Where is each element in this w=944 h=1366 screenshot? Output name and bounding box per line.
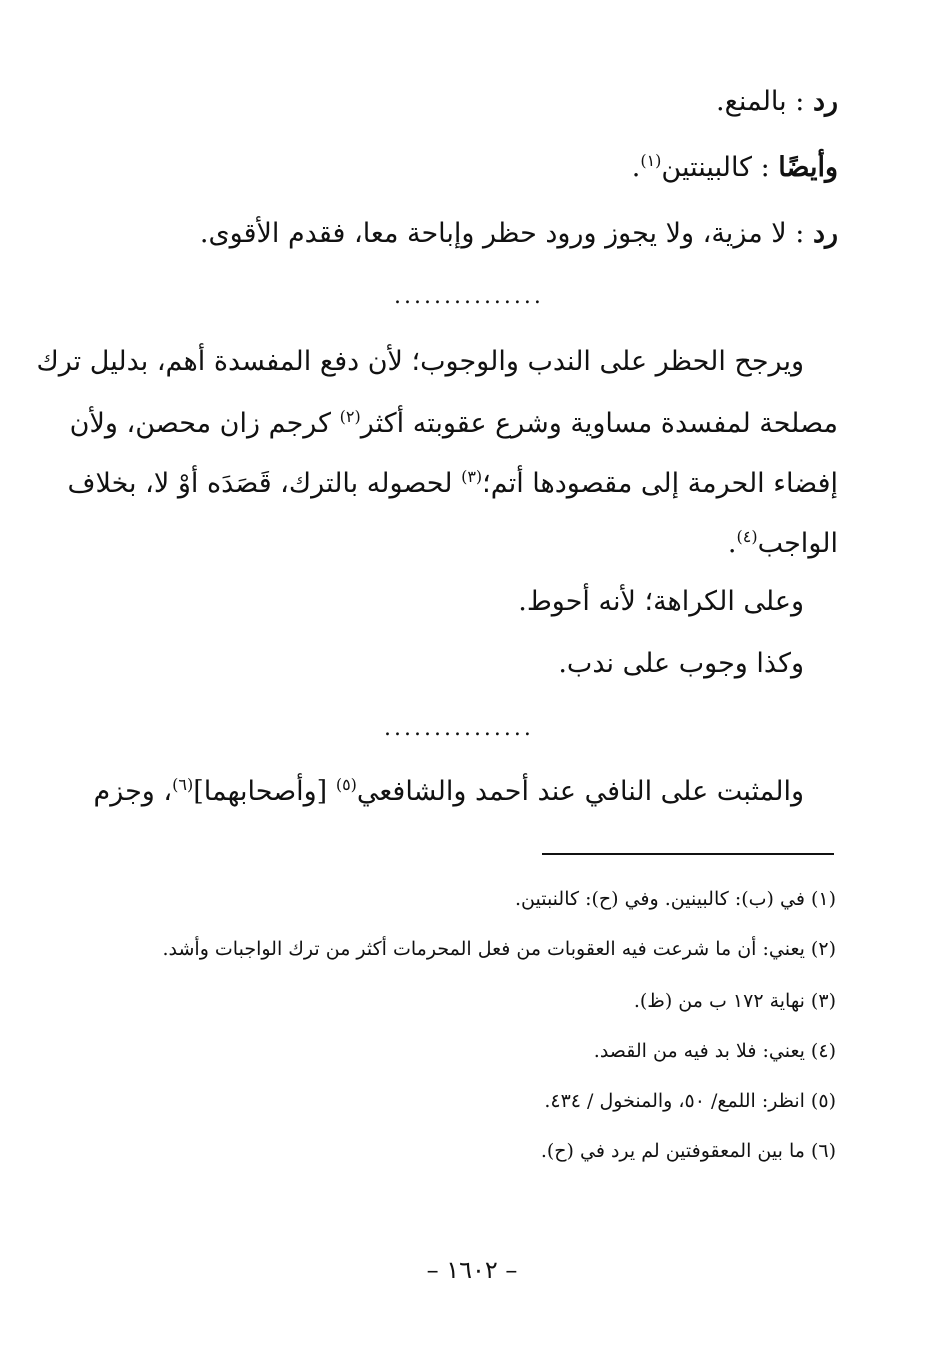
footnote-2: (٢) يعني: أن ما شرعت فيه العقوبات من فعل المحرمات أكثر من ترك الواجبات وأشد. (162, 938, 836, 960)
footnote-marker-4: (٤) (736, 527, 758, 546)
line-2-part-b: كرجم زان محصن، ولأن (69, 408, 332, 439)
paragraph-prohibition-line-2 (69, 404, 838, 444)
footnote-marker-6: (٦) (172, 775, 194, 794)
label-reply: رد (812, 218, 838, 249)
also-end: . (631, 152, 641, 183)
line-4-part-a: الواجب (757, 528, 838, 559)
footnote-marker-5: (٥) (335, 775, 357, 794)
footnote-divider (542, 853, 834, 855)
footnote-marker-3: (٣) (461, 467, 483, 486)
separator-dots-2: ............... (384, 716, 534, 741)
page-number: – ١٦٠٢ – (426, 1256, 518, 1284)
footnote-5: (٥) انظر: اللمع/ ٥٠، والمنخول / ٤٣٤. (544, 1090, 836, 1112)
paragraph-dislike: وعلى الكراهة؛ لأنه أحوط. (518, 586, 804, 617)
affirmer-part-c: ، وجزم (93, 776, 173, 807)
footnote-marker-2: (٢) (339, 407, 361, 426)
paragraph-prohibition-line-1: ويرجح الحظر على الندب والوجوب؛ لأن دفع المفسدة أهم، بدليل ترك (36, 346, 804, 377)
paragraph-also (106, 148, 838, 188)
separator-dots-1: ............... (394, 284, 544, 309)
line-3-part-a: إفضاء الحرمة إلى مقصودها أتم؛ (482, 468, 838, 499)
footnote-1: (١) في (ب): كالبينين. وفي (ح): كالنبتين. (514, 888, 836, 910)
affirmer-bracketed: [وأصحابهما] (193, 776, 328, 807)
reply-text: : بالمنع. (715, 86, 805, 117)
label-also: وأيضًا (778, 152, 838, 183)
reply-text: : لا مزية، ولا يجوز ورود حظر وإباحة معا، فقدم الأقوى. (199, 218, 805, 249)
footnote-marker-1: (١) (640, 151, 662, 170)
paragraph-reply-2 (106, 214, 838, 254)
line-4-part-b: . (727, 528, 737, 559)
footnote-6: (٦) ما بين المعقوفتين لم يرد في (ح). (540, 1140, 836, 1162)
also-text: : كالبينتين (661, 152, 770, 183)
paragraph-reply-1 (106, 82, 838, 122)
label-reply: رد (812, 86, 838, 117)
paragraph-prohibition-line-3 (67, 464, 838, 504)
line-2-part-a: مصلحة لمفسدة مساوية وشرع عقوبته أكثر (360, 408, 838, 439)
paragraph-affirmer (93, 772, 804, 812)
footnote-4: (٤) يعني: فلا بد فيه من القصد. (593, 1040, 836, 1062)
affirmer-part-a: والمثبت على النافي عند أحمد والشافعي (356, 776, 804, 807)
footnote-3: (٣) نهاية ١٧٢ ب من (ظ). (633, 990, 836, 1012)
paragraph-obligation: وكذا وجوب على ندب. (558, 648, 804, 679)
line-3-part-b: لحصوله بالترك، قَصَدَه أوْ لا، بخلاف (67, 468, 453, 499)
paragraph-prohibition-line-4 (106, 524, 838, 564)
